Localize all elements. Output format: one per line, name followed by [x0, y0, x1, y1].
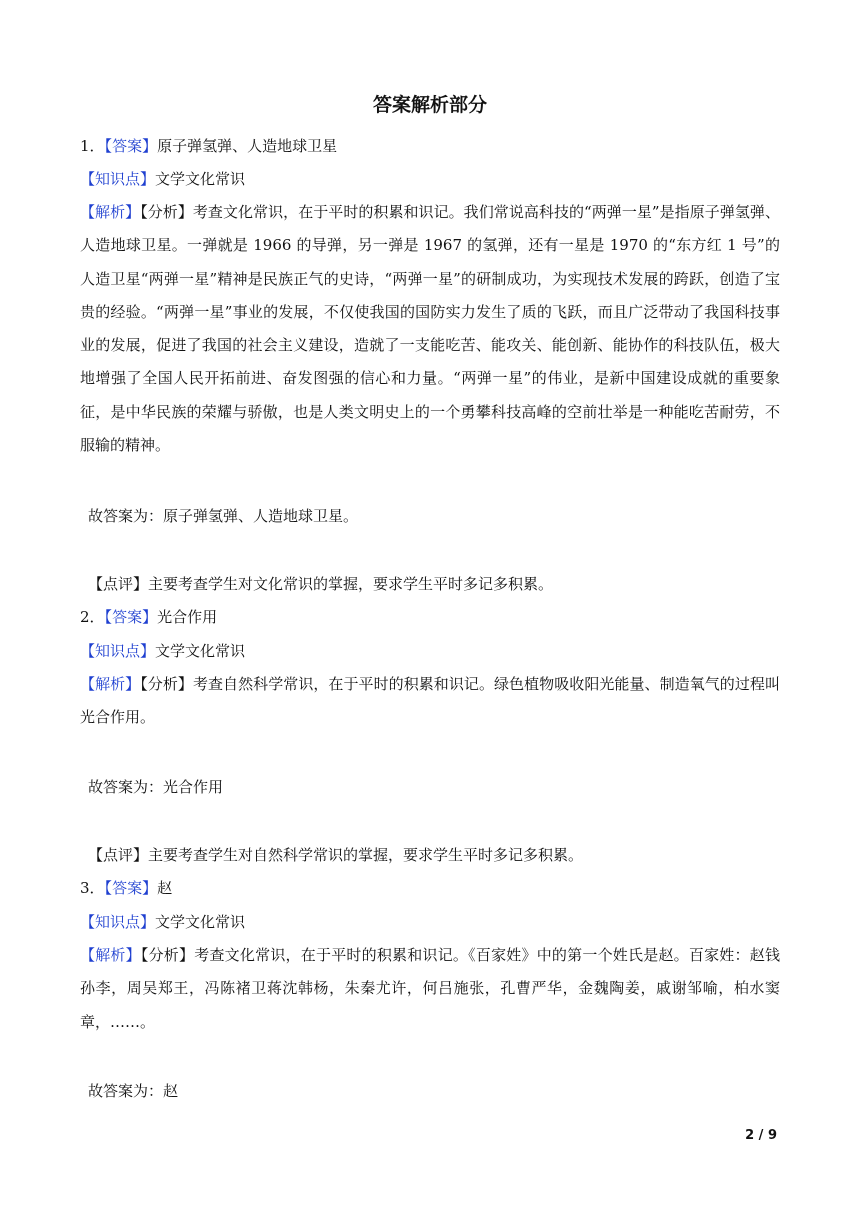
q1-number: 1． — [80, 137, 105, 155]
bracket-left: 【 — [104, 608, 113, 626]
q1-analysis-text: 考查文化常识，在于平时的积累和识记。我们常说高科技的“两弹一星”是指原子弹氢弹、人造地球卫星。一弹就是 1966 的导弹，另一弹是 1967 的氢弹，还有一星是 1970 的“东方红 1 号”的人造卫星“两弹一星”精神是民族正气的史诗，“两弹一星”的研制成功，为实现技术发展的跨跃，创造了宝贵的经验。“两弹一星”事业的发展，不仅使我国的国防实力发生了质的飞跃，而且广泛带动了我国科技事业的发展，促进了我国的社会主义建设，造就了一支能吃苦、能攻关、能创新、能协作的科技队伍，极大地增强了全国人民开拓前进、奋发图强的信心和力量。“两弹一星”的伟业，是新中国建设成就的重要象征，是中华民族的荣耀与骄傲，也是人类文明史上的一个勇攀科技高峰的空前壮举是一种能吃苦耐劳，不服输的精神。 — [80, 203, 780, 455]
bracket-right: 】 — [142, 879, 158, 897]
q2-analysis-tag — [80, 675, 140, 693]
q1-knowledge-tag — [80, 170, 155, 188]
answer-label: 答案 — [112, 608, 143, 626]
q2-fenxi-tag: 【分析】 — [140, 675, 193, 693]
q1-analysis-tag — [80, 203, 140, 221]
q1-answer-text: 原子弹氢弹、人造地球卫星 — [157, 137, 338, 155]
q1-answer-tag — [105, 137, 158, 155]
q2-analysis-text: 考查自然科学常识，在于平时的积累和识记。绿色植物吸收阳光能量、制造氧气的过程叫光合作用。 — [80, 675, 780, 727]
q2-answer-tag — [105, 608, 158, 626]
q3-knowledge-tag — [80, 913, 155, 931]
bracket-left: 【 — [80, 642, 96, 660]
q1-knowledge-line — [80, 168, 780, 190]
q2-comment-line — [88, 844, 788, 866]
q3-analysis-text: 考查文化常识，在于平时的积累和识记。《百家姓》中的第一个姓氏是赵。百家姓：赵钱孙李，周吴郑王，冯陈褚卫蒋沈韩杨，朱秦尤许，何吕施张，孔曹严华，金魏陶姜，戚谢邹喻，柏水窦章，……。 — [80, 946, 780, 1031]
bracket-right: 】 — [140, 170, 156, 188]
bracket-right: 】 — [142, 608, 158, 626]
q3-analysis-paragraph — [80, 939, 780, 1039]
q1-analysis-paragraph — [80, 196, 780, 462]
knowledge-label: 知识点 — [95, 170, 141, 188]
q3-conclusion: 故答案为：赵 — [88, 1082, 179, 1100]
bracket-right: 】 — [140, 913, 156, 931]
q3-answer-text: 赵 — [157, 879, 173, 897]
analysis-label: 解析 — [95, 203, 126, 221]
q2-comment-text: 主要考查学生对自然科学常识的掌握，要求学生平时多记多积累。 — [148, 846, 584, 864]
q2-analysis-paragraph — [80, 668, 780, 735]
q3-answer-line — [80, 877, 780, 899]
q1-conclusion: 故答案为：原子弹氢弹、人造地球卫星。 — [88, 507, 359, 525]
page-title: 答案解析部分 — [372, 94, 487, 116]
q1-comment-tag: 【点评】 — [88, 575, 149, 593]
q3-knowledge-line — [80, 911, 780, 933]
answer-label: 答案 — [112, 879, 143, 897]
bracket-left: 【 — [104, 879, 113, 897]
knowledge-label: 知识点 — [95, 913, 141, 931]
bracket-right: 】 — [125, 203, 141, 221]
bracket-left: 【 — [80, 675, 96, 693]
q1-comment-text: 主要考查学生对文化常识的掌握，要求学生平时多记多积累。 — [148, 575, 554, 593]
q2-knowledge-text: 文学文化常识 — [155, 642, 246, 660]
q3-fenxi-tag: 【分析】 — [140, 946, 195, 964]
q3-number: 3． — [80, 879, 105, 897]
q2-answer-text: 光合作用 — [157, 608, 218, 626]
q3-knowledge-text: 文学文化常识 — [155, 913, 246, 931]
q1-fenxi-tag: 【分析】 — [140, 203, 193, 221]
q2-number: 2． — [80, 608, 105, 626]
bracket-right: 】 — [125, 675, 141, 693]
bracket-left: 【 — [80, 170, 96, 188]
q2-knowledge-tag — [80, 642, 155, 660]
bracket-right: 】 — [125, 946, 141, 964]
answer-label: 答案 — [112, 137, 143, 155]
bracket-right: 】 — [142, 137, 158, 155]
bracket-left: 【 — [104, 137, 113, 155]
q1-answer-line — [80, 135, 780, 157]
bracket-left: 【 — [80, 913, 96, 931]
bracket-left: 【 — [80, 203, 96, 221]
bracket-right: 】 — [140, 642, 156, 660]
q2-comment-tag: 【点评】 — [88, 846, 149, 864]
analysis-label: 解析 — [95, 946, 126, 964]
q3-analysis-tag — [80, 946, 141, 964]
knowledge-label: 知识点 — [95, 642, 141, 660]
q2-knowledge-line — [80, 640, 780, 662]
q2-answer-line — [80, 606, 780, 628]
analysis-label: 解析 — [95, 675, 126, 693]
q2-conclusion: 故答案为：光合作用 — [88, 778, 224, 796]
bracket-left: 【 — [80, 946, 96, 964]
q1-knowledge-text: 文学文化常识 — [155, 170, 246, 188]
q3-answer-tag — [105, 879, 158, 897]
page-number: 2 / 9 — [745, 1128, 777, 1143]
q1-comment-line — [88, 573, 788, 595]
